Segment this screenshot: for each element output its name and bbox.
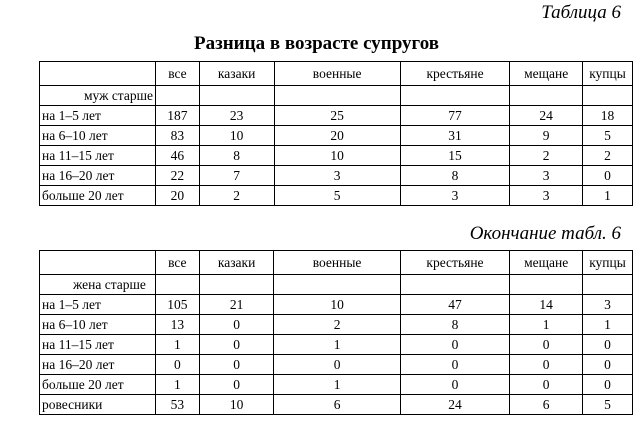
table-cell: 1: [155, 375, 199, 395]
table-row: [40, 106, 633, 126]
row-label: на 11–15 лет: [40, 335, 156, 355]
table-cell: 2: [274, 315, 400, 335]
table-row: [40, 186, 633, 206]
column-header: купцы: [583, 251, 633, 275]
row-label: на 11–15 лет: [40, 146, 156, 166]
table-cell: 22: [156, 166, 200, 186]
table-cell: 23: [199, 106, 274, 126]
table-cell: 0: [400, 375, 510, 395]
table-row: [40, 126, 633, 146]
table-cell: 24: [400, 395, 510, 415]
table-cell: 0: [583, 166, 633, 186]
table-row: [40, 166, 633, 186]
age-difference-table-wife-older: [39, 250, 633, 415]
table-cell: 3: [510, 166, 583, 186]
row-label: больше 20 лет: [40, 375, 156, 395]
table-row: [40, 315, 633, 335]
table-cell: 0: [199, 335, 274, 355]
table-cell: 10: [274, 295, 400, 315]
table-cell: 10: [274, 146, 400, 166]
table-cell: 9: [510, 126, 583, 146]
table-cell: 5: [583, 395, 633, 415]
table-cell: 3: [583, 295, 633, 315]
header-row: [40, 251, 633, 275]
table-cell: 1: [583, 186, 633, 206]
table-cell: 7: [199, 166, 274, 186]
table-cell: 0: [510, 335, 583, 355]
table-cell: 10: [199, 126, 274, 146]
table-cell: 0: [199, 355, 274, 375]
table-cell: 5: [274, 186, 400, 206]
table-cell: 18: [583, 106, 633, 126]
table-cell: 21: [199, 295, 274, 315]
table-row: [40, 295, 633, 315]
table-cell: 8: [400, 166, 510, 186]
header-row: [40, 62, 633, 86]
table-title: Разница в возрасте супругов: [193, 33, 439, 54]
corner-cell: [40, 251, 156, 275]
column-header: мещане: [510, 62, 583, 86]
table-cell: 83: [156, 126, 200, 146]
table-row: [40, 375, 633, 395]
table-cell: 187: [156, 106, 200, 126]
subheader-row: [40, 275, 633, 295]
table-number-label: Таблица 6: [541, 2, 621, 23]
table-cell: 3: [510, 186, 583, 206]
row-label: на 1–5 лет: [40, 295, 156, 315]
corner-cell: [40, 62, 156, 86]
table-cell: 0: [583, 355, 633, 375]
row-label: на 6–10 лет: [40, 126, 156, 146]
table-row: [40, 395, 633, 415]
table-cell: 8: [199, 146, 274, 166]
table-cell: 2: [510, 146, 583, 166]
column-header: казаки: [199, 251, 274, 275]
row-label: на 6–10 лет: [40, 315, 156, 335]
row-label: на 1–5 лет: [40, 106, 156, 126]
column-header: мещане: [510, 251, 583, 275]
table-row: [40, 146, 633, 166]
table-cell: 0: [274, 355, 400, 375]
table-cell: 31: [400, 126, 510, 146]
subheader-label: жена старше: [40, 275, 156, 295]
table-cell: 0: [400, 355, 510, 375]
table-cell: 0: [155, 355, 199, 375]
table-cell: 2: [583, 146, 633, 166]
table-cell: 0: [583, 375, 633, 395]
table-cell: 1: [274, 375, 400, 395]
row-label: на 16–20 лет: [40, 355, 156, 375]
table-cell: 1: [155, 335, 199, 355]
table-cell: 0: [400, 335, 510, 355]
table-cell: 6: [510, 395, 583, 415]
age-difference-table-husband-older: [39, 61, 633, 206]
table-cell: 47: [400, 295, 510, 315]
column-header: казаки: [199, 62, 274, 86]
table-cell: 20: [156, 186, 200, 206]
table-cell: 1: [583, 315, 633, 335]
table-cell: 0: [510, 375, 583, 395]
table-cell: 15: [400, 146, 510, 166]
table-cell: 3: [274, 166, 400, 186]
column-header: крестьяне: [400, 251, 510, 275]
row-label: больше 20 лет: [40, 186, 156, 206]
table-cell: 13: [155, 315, 199, 335]
table-cell: 3: [400, 186, 510, 206]
table-cell: 8: [400, 315, 510, 335]
table-cell: 0: [199, 315, 274, 335]
table-cell: 24: [510, 106, 583, 126]
table-cell: 14: [510, 295, 583, 315]
table-cell: 1: [274, 335, 400, 355]
table-cell: 10: [199, 395, 274, 415]
column-header: все: [156, 62, 200, 86]
table-row: [40, 335, 633, 355]
table-cell: 0: [199, 375, 274, 395]
continuation-label: Окончание табл. 6: [469, 223, 621, 244]
table-cell: 6: [274, 395, 400, 415]
table-cell: 20: [274, 126, 400, 146]
table-cell: 105: [155, 295, 199, 315]
table-cell: 0: [510, 355, 583, 375]
table-cell: 5: [583, 126, 633, 146]
row-label: на 16–20 лет: [40, 166, 156, 186]
table-cell: 46: [156, 146, 200, 166]
table-cell: 77: [400, 106, 510, 126]
column-header: купцы: [583, 62, 633, 86]
row-label: ровесники: [40, 395, 156, 415]
column-header: все: [155, 251, 199, 275]
table-cell: 0: [583, 335, 633, 355]
table-row: [40, 355, 633, 375]
column-header: крестьяне: [400, 62, 510, 86]
table-cell: 2: [199, 186, 274, 206]
table-cell: 53: [155, 395, 199, 415]
table-cell: 25: [274, 106, 400, 126]
column-header: военные: [274, 251, 400, 275]
table-cell: 1: [510, 315, 583, 335]
subheader-row: [40, 86, 633, 106]
subheader-label: муж старше: [40, 86, 156, 106]
column-header: военные: [274, 62, 400, 86]
